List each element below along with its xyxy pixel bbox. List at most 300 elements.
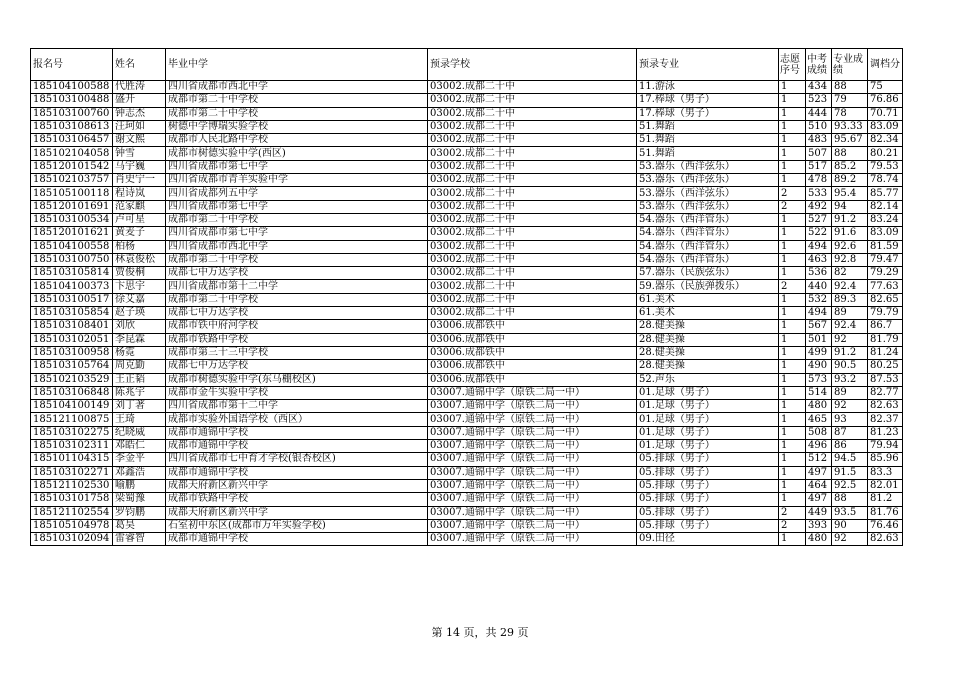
cell-major: 17.棒球（男子） [637, 107, 779, 120]
header-cell-major-score: 专业成绩 [832, 49, 868, 81]
cell-school: 成都市实验外国语学校（西区） [166, 413, 428, 426]
cell-exam-score: 480 [806, 533, 832, 546]
cell-admit-school: 03007.通锦中学（原铁二局一中） [428, 453, 637, 466]
cell-major-score: 92.5 [832, 479, 868, 492]
cell-reg-no: 185103105764 [31, 360, 113, 373]
cell-school: 成都市第二十中学校 [166, 107, 428, 120]
cell-major-score: 92 [832, 533, 868, 546]
table-row [31, 240, 903, 253]
cell-school: 树德中学博瑞实验学校 [166, 120, 428, 133]
cell-reg-no: 185105104978 [31, 519, 113, 532]
cell-major: 01.足球（男子） [637, 440, 779, 453]
table-row [31, 107, 903, 120]
cell-major: 57.器乐（民族弦乐） [637, 267, 779, 280]
cell-school: 成都市树德实验中学(西区) [166, 147, 428, 160]
table-row [31, 360, 903, 373]
cell-major-score: 93.33 [832, 120, 868, 133]
cell-final-score: 80.21 [868, 147, 903, 160]
cell-major: 28.健美操 [637, 346, 779, 359]
header-row [31, 49, 903, 81]
cell-major-score: 90 [832, 519, 868, 532]
cell-reg-no: 185103100488 [31, 94, 113, 107]
cell-major-score: 86 [832, 440, 868, 453]
table-row [31, 533, 903, 546]
cell-choice-no: 2 [779, 187, 806, 200]
cell-admit-school: 03002.成都二十中 [428, 107, 637, 120]
cell-admit-school: 03007.通锦中学（原铁二局一中） [428, 479, 637, 492]
cell-major: 05.排球（男子） [637, 506, 779, 519]
cell-name: 刘丁著 [113, 400, 166, 413]
cell-admit-school: 03002.成都二十中 [428, 147, 637, 160]
cell-exam-score: 510 [806, 120, 832, 133]
cell-admit-school: 03002.成都二十中 [428, 307, 637, 320]
cell-final-score: 79.94 [868, 440, 903, 453]
cell-admit-school: 03002.成都二十中 [428, 200, 637, 213]
cell-major-score: 94.5 [832, 453, 868, 466]
cell-school: 石室初中东区(成都市万年实验学校) [166, 519, 428, 532]
cell-major-score: 88 [832, 147, 868, 160]
cell-name: 林袁俊松 [113, 253, 166, 266]
cell-school: 成都市第三十三中学校 [166, 346, 428, 359]
cell-reg-no: 185121100875 [31, 413, 113, 426]
cell-admit-school: 03007.通锦中学（原铁二局一中） [428, 400, 637, 413]
cell-name: 邓鑫浩 [113, 466, 166, 479]
cell-exam-score: 440 [806, 280, 832, 293]
cell-name: 盛开 [113, 94, 166, 107]
table-row [31, 400, 903, 413]
table-row [31, 174, 903, 187]
cell-choice-no: 1 [779, 307, 806, 320]
cell-final-score: 81.59 [868, 240, 903, 253]
header-cell-exam-score: 中考成绩 [806, 49, 832, 81]
table-row [31, 160, 903, 173]
cell-major-score: 91.5 [832, 466, 868, 479]
table-row [31, 280, 903, 293]
cell-major: 54.器乐（西洋管乐） [637, 213, 779, 226]
cell-major-score: 92.4 [832, 320, 868, 333]
cell-reg-no: 185104100373 [31, 280, 113, 293]
cell-choice-no: 1 [779, 346, 806, 359]
cell-reg-no: 185103100750 [31, 253, 113, 266]
cell-reg-no: 185103108613 [31, 120, 113, 133]
cell-school: 四川省成都市七中育才学校(银杏校区) [166, 453, 428, 466]
cell-name: 王琦 [113, 413, 166, 426]
cell-choice-no: 1 [779, 426, 806, 439]
cell-school: 成都天府新区新兴中学 [166, 479, 428, 492]
cell-exam-score: 536 [806, 267, 832, 280]
cell-name: 代胜涛 [113, 81, 166, 94]
cell-major-score: 89.2 [832, 174, 868, 187]
cell-choice-no: 1 [779, 94, 806, 107]
cell-choice-no: 1 [779, 493, 806, 506]
cell-major-score: 93 [832, 413, 868, 426]
cell-choice-no: 1 [779, 120, 806, 133]
cell-reg-no: 185120101621 [31, 227, 113, 240]
cell-school: 成都市树德实验中学(东马棚校区) [166, 373, 428, 386]
cell-reg-no: 185103100958 [31, 346, 113, 359]
cell-school: 成都市第二十中学校 [166, 213, 428, 226]
cell-major-score: 90.5 [832, 360, 868, 373]
cell-admit-school: 03007.通锦中学（原铁二局一中） [428, 493, 637, 506]
cell-admit-school: 03007.通锦中学（原铁二局一中） [428, 466, 637, 479]
cell-reg-no: 185103102311 [31, 440, 113, 453]
cell-name: 谢文熙 [113, 134, 166, 147]
cell-major-score: 92 [832, 333, 868, 346]
cell-major-score: 93.5 [832, 506, 868, 519]
cell-major: 61.美术 [637, 307, 779, 320]
cell-admit-school: 03006.成都铁中 [428, 320, 637, 333]
cell-admit-school: 03006.成都铁中 [428, 360, 637, 373]
cell-admit-school: 03002.成都二十中 [428, 280, 637, 293]
cell-name: 卢可星 [113, 213, 166, 226]
cell-major: 53.器乐（西洋弦乐） [637, 174, 779, 187]
cell-school: 成都市通锦中学校 [166, 440, 428, 453]
cell-major: 28.健美操 [637, 360, 779, 373]
cell-reg-no: 185120101542 [31, 160, 113, 173]
cell-choice-no: 1 [779, 227, 806, 240]
cell-admit-school: 03002.成都二十中 [428, 81, 637, 94]
cell-final-score: 82.34 [868, 134, 903, 147]
cell-choice-no: 1 [779, 533, 806, 546]
cell-major-score: 87 [832, 426, 868, 439]
cell-name: 李金平 [113, 453, 166, 466]
cell-final-score: 70.71 [868, 107, 903, 120]
cell-exam-score: 567 [806, 320, 832, 333]
cell-admit-school: 03002.成都二十中 [428, 253, 637, 266]
cell-final-score: 82.63 [868, 533, 903, 546]
table-row [31, 134, 903, 147]
cell-final-score: 79.79 [868, 307, 903, 320]
cell-major-score: 91.2 [832, 213, 868, 226]
table-row [31, 147, 903, 160]
cell-choice-no: 1 [779, 453, 806, 466]
cell-reg-no: 185104100149 [31, 400, 113, 413]
cell-name: 马宇巍 [113, 160, 166, 173]
cell-exam-score: 463 [806, 253, 832, 266]
cell-exam-score: 497 [806, 466, 832, 479]
cell-school: 四川省成都市第七中学 [166, 227, 428, 240]
cell-choice-no: 1 [779, 160, 806, 173]
cell-major: 05.排球（男子） [637, 519, 779, 532]
cell-reg-no: 185103105854 [31, 307, 113, 320]
table-row [31, 200, 903, 213]
cell-school: 成都七中万达学校 [166, 267, 428, 280]
table-row [31, 213, 903, 226]
cell-reg-no: 185103106848 [31, 386, 113, 399]
cell-major: 05.排球（男子） [637, 493, 779, 506]
header-cell-choice-no: 志愿序号 [779, 49, 806, 81]
table-row [31, 479, 903, 492]
cell-major-score: 92.4 [832, 280, 868, 293]
cell-name: 卞思宇 [113, 280, 166, 293]
cell-final-score: 79.29 [868, 267, 903, 280]
cell-reg-no: 185103102271 [31, 466, 113, 479]
cell-exam-score: 494 [806, 240, 832, 253]
cell-reg-no: 185102103529 [31, 373, 113, 386]
cell-major-score: 92.6 [832, 240, 868, 253]
cell-name: 范家麒 [113, 200, 166, 213]
cell-name: 贾俊桐 [113, 267, 166, 280]
cell-major: 54.器乐（西洋管乐） [637, 253, 779, 266]
cell-major: 54.器乐（西洋管乐） [637, 240, 779, 253]
cell-admit-school: 03007.通锦中学（原铁二局一中） [428, 386, 637, 399]
cell-choice-no: 1 [779, 174, 806, 187]
table-row [31, 373, 903, 386]
header-cell-reg-no: 报名号 [31, 49, 113, 81]
cell-exam-score: 465 [806, 413, 832, 426]
cell-major-score: 85.2 [832, 160, 868, 173]
cell-major-score: 88 [832, 81, 868, 94]
cell-school: 四川省成都列五中学 [166, 187, 428, 200]
cell-major: 54.器乐（西洋管乐） [637, 227, 779, 240]
cell-major-score: 92.8 [832, 253, 868, 266]
cell-final-score: 82.37 [868, 413, 903, 426]
cell-final-score: 82.63 [868, 400, 903, 413]
cell-major: 53.器乐（西洋弦乐） [637, 160, 779, 173]
cell-admit-school: 03006.成都铁中 [428, 346, 637, 359]
table-row [31, 253, 903, 266]
cell-exam-score: 507 [806, 147, 832, 160]
cell-school: 成都七中万达学校 [166, 307, 428, 320]
cell-choice-no: 1 [779, 360, 806, 373]
cell-reg-no: 185103102094 [31, 533, 113, 546]
cell-final-score: 79.47 [868, 253, 903, 266]
cell-reg-no: 185120101691 [31, 200, 113, 213]
cell-choice-no: 1 [779, 400, 806, 413]
cell-major: 53.器乐（西洋弦乐） [637, 187, 779, 200]
table-row [31, 94, 903, 107]
page-footer: 第 14 页，共 29 页 [431, 626, 529, 639]
cell-final-score: 83.09 [868, 227, 903, 240]
cell-reg-no: 185103102051 [31, 333, 113, 346]
cell-name: 梁蜀豫 [113, 493, 166, 506]
cell-final-score: 76.46 [868, 519, 903, 532]
cell-major: 09.田径 [637, 533, 779, 546]
table-row [31, 386, 903, 399]
cell-choice-no: 1 [779, 293, 806, 306]
cell-exam-score: 501 [806, 333, 832, 346]
cell-admit-school: 03007.通锦中学（原铁二局一中） [428, 413, 637, 426]
cell-school: 四川省成都市第七中学 [166, 160, 428, 173]
cell-final-score: 80.25 [868, 360, 903, 373]
cell-choice-no: 2 [779, 280, 806, 293]
table-row [31, 506, 903, 519]
cell-choice-no: 2 [779, 519, 806, 532]
cell-exam-score: 573 [806, 373, 832, 386]
cell-school: 成都市铁路中学校 [166, 333, 428, 346]
cell-choice-no: 1 [779, 240, 806, 253]
cell-exam-score: 478 [806, 174, 832, 187]
cell-final-score: 82.77 [868, 386, 903, 399]
cell-reg-no: 185121102530 [31, 479, 113, 492]
admission-table [30, 48, 903, 546]
table-row [31, 413, 903, 426]
cell-exam-score: 393 [806, 519, 832, 532]
cell-school: 成都市金牛实验中学校 [166, 386, 428, 399]
cell-name: 葛昊 [113, 519, 166, 532]
table-row [31, 320, 903, 333]
cell-name: 罗钧鹏 [113, 506, 166, 519]
cell-school: 成都市通锦中学校 [166, 533, 428, 546]
cell-final-score: 75 [868, 81, 903, 94]
table-row [31, 440, 903, 453]
cell-major: 28.健美操 [637, 320, 779, 333]
cell-name: 李昆霖 [113, 333, 166, 346]
cell-major-score: 93.2 [832, 373, 868, 386]
cell-major: 05.排球（男子） [637, 453, 779, 466]
cell-reg-no: 185103100760 [31, 107, 113, 120]
cell-major: 53.器乐（西洋弦乐） [637, 200, 779, 213]
cell-name: 雷睿智 [113, 533, 166, 546]
table-row [31, 453, 903, 466]
cell-admit-school: 03002.成都二十中 [428, 213, 637, 226]
cell-exam-score: 522 [806, 227, 832, 240]
cell-school: 成都天府新区新兴中学 [166, 506, 428, 519]
cell-school: 四川省成都市第十二中学 [166, 280, 428, 293]
cell-major: 61.美术 [637, 293, 779, 306]
cell-major: 52.声乐 [637, 373, 779, 386]
cell-school: 四川省成都市西北中学 [166, 240, 428, 253]
cell-reg-no: 185103100517 [31, 293, 113, 306]
cell-final-score: 81.79 [868, 333, 903, 346]
cell-final-score: 82.65 [868, 293, 903, 306]
table-row [31, 120, 903, 133]
cell-admit-school: 03002.成都二十中 [428, 160, 637, 173]
cell-major-score: 79 [832, 94, 868, 107]
cell-choice-no: 1 [779, 81, 806, 94]
header-cell-final-score: 调档分 [868, 49, 903, 81]
cell-school: 成都市第二十中学校 [166, 293, 428, 306]
cell-exam-score: 497 [806, 493, 832, 506]
header-cell-school: 毕业中学 [166, 49, 428, 81]
cell-name: 周克勤 [113, 360, 166, 373]
cell-exam-score: 517 [806, 160, 832, 173]
table-row [31, 466, 903, 479]
cell-name: 王正韬 [113, 373, 166, 386]
cell-admit-school: 03006.成都铁中 [428, 333, 637, 346]
cell-final-score: 76.86 [868, 94, 903, 107]
cell-exam-score: 508 [806, 426, 832, 439]
cell-reg-no: 185105100118 [31, 187, 113, 200]
cell-reg-no: 185103102275 [31, 426, 113, 439]
cell-name: 钟雪 [113, 147, 166, 160]
table-row [31, 81, 903, 94]
cell-admit-school: 03002.成都二十中 [428, 240, 637, 253]
cell-school: 四川省成都市西北中学 [166, 81, 428, 94]
table-row [31, 227, 903, 240]
cell-choice-no: 1 [779, 253, 806, 266]
cell-admit-school: 03007.通锦中学（原铁二局一中） [428, 506, 637, 519]
cell-exam-score: 494 [806, 307, 832, 320]
cell-choice-no: 1 [779, 320, 806, 333]
cell-choice-no: 1 [779, 267, 806, 280]
cell-school: 四川省成都市第十二中学 [166, 400, 428, 413]
cell-admit-school: 03002.成都二十中 [428, 293, 637, 306]
cell-major-score: 88 [832, 493, 868, 506]
cell-major: 01.足球（男子） [637, 386, 779, 399]
cell-choice-no: 1 [779, 213, 806, 226]
header-cell-major: 预录专业 [637, 49, 779, 81]
cell-major: 01.足球（男子） [637, 400, 779, 413]
header-cell-name: 姓名 [113, 49, 166, 81]
cell-exam-score: 492 [806, 200, 832, 213]
cell-name: 刘欣 [113, 320, 166, 333]
cell-exam-score: 523 [806, 94, 832, 107]
cell-reg-no: 185103106457 [31, 134, 113, 147]
cell-name: 邓皓仁 [113, 440, 166, 453]
table-body [31, 81, 903, 546]
cell-name: 柏杨 [113, 240, 166, 253]
cell-exam-score: 514 [806, 386, 832, 399]
cell-school: 成都市通锦中学校 [166, 426, 428, 439]
cell-major-score: 92 [832, 400, 868, 413]
cell-major: 17.棒球（男子） [637, 94, 779, 107]
cell-admit-school: 03007.通锦中学（原铁二局一中） [428, 519, 637, 532]
cell-reg-no: 185103101758 [31, 493, 113, 506]
cell-school: 成都市铁中府河学校 [166, 320, 428, 333]
cell-choice-no: 1 [779, 333, 806, 346]
cell-final-score: 83.09 [868, 120, 903, 133]
cell-school: 成都七中万达学校 [166, 360, 428, 373]
cell-reg-no: 185101104315 [31, 453, 113, 466]
cell-choice-no: 1 [779, 413, 806, 426]
cell-choice-no: 1 [779, 373, 806, 386]
cell-major: 51.舞蹈 [637, 147, 779, 160]
cell-final-score: 86.7 [868, 320, 903, 333]
cell-exam-score: 499 [806, 346, 832, 359]
cell-name: 纪晓威 [113, 426, 166, 439]
cell-final-score: 77.63 [868, 280, 903, 293]
cell-exam-score: 444 [806, 107, 832, 120]
cell-name: 程诗岚 [113, 187, 166, 200]
cell-name: 黄麦子 [113, 227, 166, 240]
table-row [31, 187, 903, 200]
cell-choice-no: 1 [779, 147, 806, 160]
cell-final-score: 81.24 [868, 346, 903, 359]
cell-choice-no: 1 [779, 440, 806, 453]
cell-major: 59.器乐（民族弹拨乐） [637, 280, 779, 293]
cell-admit-school: 03002.成都二十中 [428, 187, 637, 200]
cell-choice-no: 1 [779, 107, 806, 120]
cell-choice-no: 1 [779, 386, 806, 399]
cell-final-score: 83.3 [868, 466, 903, 479]
table-row [31, 426, 903, 439]
cell-major-score: 89.3 [832, 293, 868, 306]
cell-name: 钟志杰 [113, 107, 166, 120]
cell-name: 喻鹏 [113, 479, 166, 492]
cell-major-score: 78 [832, 107, 868, 120]
cell-final-score: 85.77 [868, 187, 903, 200]
cell-major-score: 94 [832, 200, 868, 213]
cell-major-score: 91.6 [832, 227, 868, 240]
table-row [31, 307, 903, 320]
cell-final-score: 85.96 [868, 453, 903, 466]
table-row [31, 333, 903, 346]
cell-exam-score: 496 [806, 440, 832, 453]
cell-name: 肖史宁一 [113, 174, 166, 187]
cell-name: 陈兆宇 [113, 386, 166, 399]
cell-major: 28.健美操 [637, 333, 779, 346]
cell-exam-score: 434 [806, 81, 832, 94]
cell-final-score: 82.14 [868, 200, 903, 213]
cell-reg-no: 185103100534 [31, 213, 113, 226]
cell-exam-score: 532 [806, 293, 832, 306]
cell-choice-no: 1 [779, 479, 806, 492]
cell-final-score: 83.24 [868, 213, 903, 226]
cell-school: 成都市第二十中学校 [166, 253, 428, 266]
table-row [31, 493, 903, 506]
cell-exam-score: 527 [806, 213, 832, 226]
